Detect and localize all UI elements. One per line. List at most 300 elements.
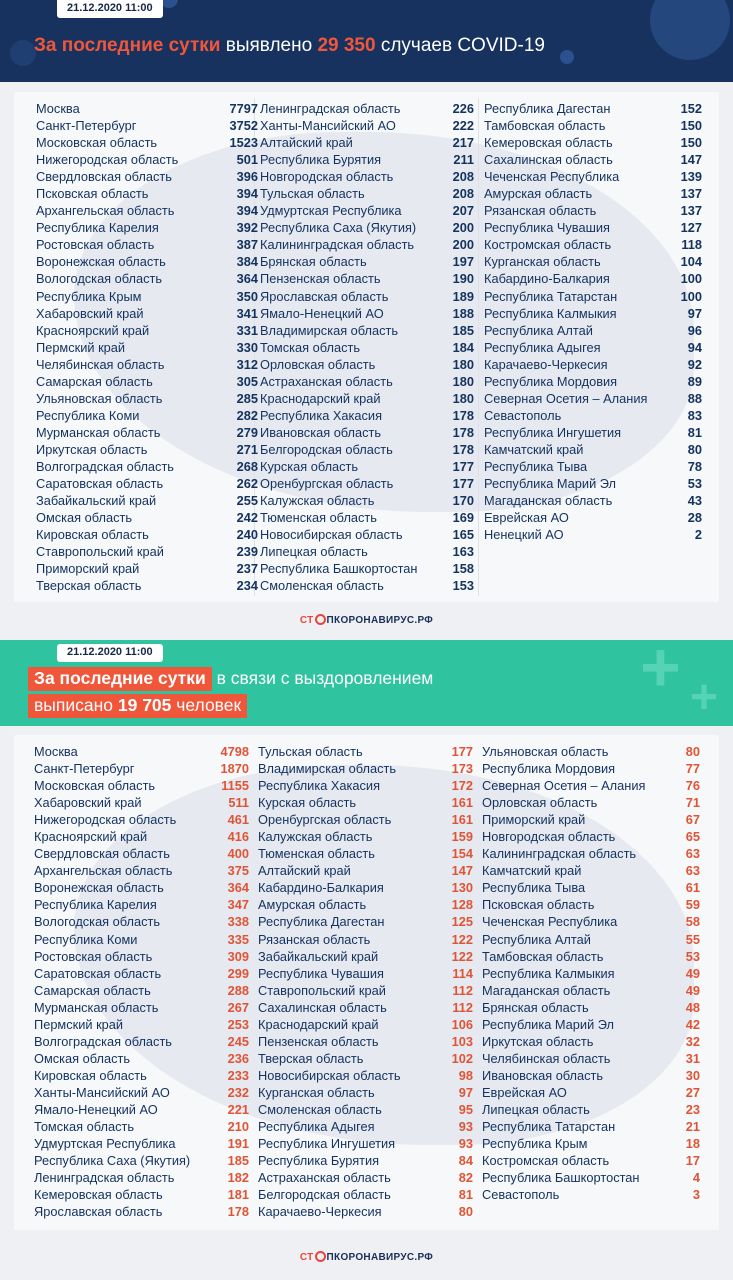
table-row bbox=[482, 1050, 700, 1067]
region-value: 127 bbox=[680, 220, 702, 236]
virus-icon bbox=[160, 0, 178, 8]
region-name: Хабаровский край bbox=[34, 795, 142, 811]
table-row bbox=[258, 1203, 473, 1220]
region-name: Курганская область bbox=[258, 1084, 375, 1100]
region-name: Тульская область bbox=[258, 744, 363, 760]
region-name: Мурманская область bbox=[34, 999, 159, 1015]
region-name: Мурманская область bbox=[36, 424, 161, 440]
region-value: 137 bbox=[680, 203, 702, 219]
table-row bbox=[482, 965, 700, 982]
region-name: Омская область bbox=[34, 1050, 131, 1066]
table-row bbox=[34, 1169, 249, 1186]
table-row bbox=[258, 760, 473, 777]
table-row bbox=[258, 845, 473, 862]
region-name: Чеченская Республика bbox=[484, 169, 620, 185]
region-name: Республика Хакасия bbox=[258, 778, 381, 794]
region-value: 94 bbox=[687, 339, 702, 355]
recovered-header bbox=[0, 640, 733, 726]
table-row bbox=[258, 1016, 473, 1033]
region-value: 239 bbox=[236, 544, 258, 560]
region-value: 122 bbox=[451, 931, 473, 947]
region-value: 185 bbox=[227, 1153, 249, 1169]
table-row bbox=[258, 1152, 473, 1169]
table-row bbox=[36, 236, 258, 253]
region-value: 172 bbox=[451, 778, 473, 794]
region-value: 285 bbox=[236, 390, 258, 406]
region-name: Томская область bbox=[34, 1119, 134, 1135]
table-row bbox=[482, 845, 700, 862]
region-name: Оренбургская область bbox=[260, 476, 394, 492]
region-name: Новосибирская область bbox=[258, 1067, 401, 1083]
region-value: 288 bbox=[227, 982, 249, 998]
region-value: 96 bbox=[687, 322, 702, 338]
region-name: Амурская область bbox=[484, 186, 593, 202]
region-value: 63 bbox=[685, 863, 700, 879]
region-value: 200 bbox=[452, 220, 474, 236]
table-row bbox=[484, 424, 702, 441]
table-row bbox=[34, 862, 249, 879]
table-row bbox=[260, 288, 474, 305]
region-name: Магаданская область bbox=[482, 982, 611, 998]
region-name: Калининградская область bbox=[482, 846, 637, 862]
recovered-title-b: человек bbox=[171, 695, 242, 715]
region-value: 65 bbox=[685, 829, 700, 845]
table-row bbox=[484, 288, 702, 305]
region-value: 76 bbox=[685, 778, 700, 794]
table-row bbox=[484, 168, 702, 185]
region-name: Приморский край bbox=[482, 812, 586, 828]
region-name: Чеченская Республика bbox=[482, 914, 618, 930]
region-value: 112 bbox=[452, 999, 473, 1015]
cases-title-mid: выявлено bbox=[220, 35, 318, 56]
region-value: 125 bbox=[451, 914, 473, 930]
region-name: Белгородская область bbox=[258, 1187, 391, 1203]
region-name: Омская область bbox=[36, 510, 133, 526]
region-name: Алтайский край bbox=[258, 863, 351, 879]
table-row bbox=[482, 1186, 700, 1203]
region-value: 232 bbox=[227, 1084, 249, 1100]
region-value: 237 bbox=[236, 561, 258, 577]
region-value: 28 bbox=[687, 510, 702, 526]
region-name: Республика Чувашия bbox=[258, 965, 384, 981]
region-value: 59 bbox=[685, 897, 700, 913]
table-row bbox=[260, 475, 474, 492]
region-name: Красноярский край bbox=[34, 829, 148, 845]
table-row bbox=[258, 1067, 473, 1084]
table-row bbox=[36, 407, 258, 424]
region-value: 190 bbox=[452, 271, 474, 287]
region-value: 80 bbox=[687, 441, 702, 457]
region-name: Московская область bbox=[36, 135, 158, 151]
table-row bbox=[36, 185, 258, 202]
region-name: Алтайский край bbox=[260, 135, 353, 151]
table-row bbox=[36, 117, 258, 134]
region-value: 282 bbox=[236, 407, 258, 423]
region-value: 188 bbox=[452, 305, 474, 321]
table-row bbox=[484, 236, 702, 253]
table-row bbox=[484, 202, 702, 219]
region-value: 84 bbox=[458, 1153, 473, 1169]
table-row bbox=[34, 1084, 249, 1101]
region-value: 150 bbox=[680, 135, 702, 151]
table-row bbox=[482, 743, 700, 760]
table-row bbox=[260, 509, 474, 526]
region-value: 173 bbox=[451, 761, 473, 777]
table-row bbox=[484, 100, 702, 117]
recovered-date: 21.12.2020 11:00 bbox=[57, 644, 163, 662]
region-name: Орловская область bbox=[260, 356, 376, 372]
region-name: Ханты-Мансийский АО bbox=[260, 118, 396, 134]
table-row bbox=[36, 270, 258, 287]
region-name: Челябинская область bbox=[36, 356, 165, 372]
region-value: 118 bbox=[681, 237, 702, 253]
region-value: 177 bbox=[452, 476, 474, 492]
region-value: 53 bbox=[687, 476, 702, 492]
region-value: 400 bbox=[227, 846, 249, 862]
region-value: 1155 bbox=[221, 778, 249, 794]
table-row bbox=[258, 828, 473, 845]
region-name: Кабардино-Балкария bbox=[484, 271, 610, 287]
table-row bbox=[482, 999, 700, 1016]
table-row bbox=[484, 117, 702, 134]
region-name: Ямало-Ненецкий АО bbox=[34, 1102, 158, 1117]
table-row bbox=[258, 794, 473, 811]
region-name: Москва bbox=[36, 101, 80, 117]
region-name: Севастополь bbox=[482, 1187, 560, 1203]
cases-table bbox=[14, 92, 719, 602]
region-name: Тамбовская область bbox=[482, 948, 604, 964]
region-name: Астраханская область bbox=[258, 1170, 391, 1186]
table-row bbox=[484, 509, 702, 526]
region-value: 177 bbox=[452, 459, 474, 474]
region-value: 191 bbox=[227, 1136, 249, 1152]
region-name: Краснодарский край bbox=[258, 1016, 379, 1032]
region-name: Ямало-Ненецкий АО bbox=[260, 305, 384, 321]
region-value: 42 bbox=[685, 1016, 700, 1032]
region-name: Псковская область bbox=[482, 897, 595, 913]
region-name: Республика Мордовия bbox=[482, 761, 616, 777]
region-value: 501 bbox=[236, 152, 258, 168]
table-row bbox=[34, 1050, 249, 1067]
region-value: 49 bbox=[685, 965, 700, 981]
region-value: 242 bbox=[236, 510, 258, 526]
table-row bbox=[36, 100, 258, 117]
region-name: Курская область bbox=[258, 795, 357, 811]
region-name: Рязанская область bbox=[258, 931, 371, 947]
table-row bbox=[34, 999, 249, 1016]
table-row bbox=[484, 185, 702, 202]
table-row bbox=[36, 151, 258, 168]
region-name: Республика Алтай bbox=[484, 322, 593, 338]
table-row bbox=[260, 560, 474, 577]
region-value: 80 bbox=[458, 1204, 473, 1220]
table-row bbox=[258, 999, 473, 1016]
table-row bbox=[484, 407, 702, 424]
table-row bbox=[34, 1033, 249, 1050]
region-name: Смоленская область bbox=[260, 578, 384, 594]
region-name: Санкт-Петербург bbox=[34, 761, 135, 777]
table-row bbox=[36, 458, 258, 475]
cases-header bbox=[0, 0, 733, 82]
region-value: 98 bbox=[458, 1067, 473, 1083]
region-value: 262 bbox=[236, 476, 258, 492]
table-row bbox=[260, 339, 474, 356]
table-row bbox=[36, 339, 258, 356]
region-value: 81 bbox=[458, 1187, 473, 1203]
table-row bbox=[34, 845, 249, 862]
region-name: Камчатский край bbox=[484, 441, 584, 457]
table-row bbox=[260, 458, 474, 475]
table-row bbox=[36, 492, 258, 509]
region-name: Ярославская область bbox=[34, 1204, 163, 1220]
region-name: Республика Ингушетия bbox=[258, 1136, 396, 1152]
table-row bbox=[260, 390, 474, 407]
table-row bbox=[258, 879, 473, 896]
region-value: 23 bbox=[685, 1102, 700, 1117]
region-name: Липецкая область bbox=[482, 1102, 590, 1117]
region-value: 97 bbox=[458, 1084, 473, 1100]
table-row bbox=[484, 305, 702, 322]
region-name: Северная Осетия – Алания bbox=[482, 778, 646, 794]
region-value: 81 bbox=[687, 424, 702, 440]
region-name: Нижегородская область bbox=[34, 812, 177, 828]
table-row bbox=[482, 777, 700, 794]
region-name: Республика Чувашия bbox=[484, 220, 610, 236]
table-row bbox=[482, 1016, 700, 1033]
region-value: 350 bbox=[236, 288, 258, 304]
region-name: Севастополь bbox=[484, 407, 562, 423]
region-value: 3752 bbox=[229, 118, 258, 134]
region-name: Тамбовская область bbox=[484, 118, 606, 134]
table-row bbox=[36, 288, 258, 305]
table-row bbox=[258, 777, 473, 794]
region-value: 511 bbox=[228, 795, 249, 811]
region-value: 112 bbox=[452, 982, 473, 998]
region-name: Краснодарский край bbox=[260, 390, 381, 406]
table-row bbox=[34, 1203, 249, 1220]
recovered-title-line1 bbox=[28, 667, 433, 691]
region-value: 18 bbox=[685, 1136, 700, 1152]
table-row bbox=[484, 219, 702, 236]
region-value: 154 bbox=[451, 846, 473, 862]
region-name: Кабардино-Балкария bbox=[258, 880, 384, 896]
region-name: Волгоградская область bbox=[36, 459, 174, 474]
table-row bbox=[260, 270, 474, 287]
table-row bbox=[36, 322, 258, 339]
region-name: Ульяновская область bbox=[482, 744, 609, 760]
table-row bbox=[260, 168, 474, 185]
region-value: 197 bbox=[452, 254, 474, 270]
table-row bbox=[258, 965, 473, 982]
region-value: 200 bbox=[452, 237, 474, 253]
plus-icon: + bbox=[640, 640, 681, 706]
region-name: Республика Калмыкия bbox=[482, 965, 615, 981]
region-name: Вологодская область bbox=[34, 914, 161, 930]
region-name: Тульская область bbox=[260, 186, 365, 202]
table-row bbox=[260, 526, 474, 543]
region-name: Республика Саха (Якутия) bbox=[260, 220, 417, 236]
table-row bbox=[34, 931, 249, 948]
region-value: 100 bbox=[680, 288, 702, 304]
table-row bbox=[258, 1118, 473, 1135]
region-value: 63 bbox=[685, 846, 700, 862]
region-name: Республика Крым bbox=[36, 288, 142, 304]
cases-title-highlight: За последние сутки bbox=[34, 35, 221, 56]
table-row bbox=[482, 1084, 700, 1101]
region-name: Московская область bbox=[34, 778, 156, 794]
table-row bbox=[36, 305, 258, 322]
table-row bbox=[36, 219, 258, 236]
table-row bbox=[34, 982, 249, 999]
region-value: 207 bbox=[452, 203, 474, 219]
logo-part1: СТ bbox=[299, 1252, 314, 1263]
region-name: Воронежская область bbox=[34, 880, 164, 896]
region-value: 416 bbox=[227, 829, 249, 845]
region-value: 103 bbox=[451, 1033, 473, 1049]
region-value: 97 bbox=[687, 305, 702, 321]
region-name: Кемеровская область bbox=[484, 135, 613, 151]
site-logo bbox=[0, 1251, 733, 1263]
table-row bbox=[258, 811, 473, 828]
table-row bbox=[258, 948, 473, 965]
region-value: 364 bbox=[236, 271, 258, 287]
table-row bbox=[260, 322, 474, 339]
table-row bbox=[34, 794, 249, 811]
region-name: Свердловская область bbox=[34, 846, 170, 862]
table-row bbox=[482, 760, 700, 777]
region-name: Ростовская область bbox=[34, 948, 153, 964]
region-value: 387 bbox=[236, 237, 258, 253]
region-value: 139 bbox=[680, 169, 702, 185]
region-value: 364 bbox=[227, 880, 249, 896]
region-value: 61 bbox=[685, 880, 700, 896]
region-name: Иркутская область bbox=[36, 441, 148, 457]
region-value: 189 bbox=[452, 288, 474, 304]
region-value: 299 bbox=[227, 965, 249, 981]
region-value: 137 bbox=[680, 186, 702, 202]
region-name: Еврейская АО bbox=[482, 1084, 567, 1100]
region-name: Забайкальский край bbox=[258, 948, 379, 964]
table-row bbox=[484, 441, 702, 458]
region-value: 43 bbox=[687, 493, 702, 509]
region-name: Томская область bbox=[260, 339, 360, 355]
region-name: Кировская область bbox=[34, 1067, 147, 1083]
region-value: 150 bbox=[680, 118, 702, 134]
region-name: Ивановская область bbox=[482, 1067, 604, 1083]
region-value: 177 bbox=[451, 744, 473, 760]
region-name: Калининградская область bbox=[260, 237, 415, 253]
table-row bbox=[482, 1033, 700, 1050]
region-name: Республика Коми bbox=[36, 407, 140, 423]
region-value: 392 bbox=[236, 220, 258, 236]
region-name: Ярославская область bbox=[260, 288, 389, 304]
region-value: 89 bbox=[687, 373, 702, 389]
region-value: 305 bbox=[236, 373, 258, 389]
region-name: Республика Адыгея bbox=[484, 339, 601, 355]
region-name: Красноярский край bbox=[36, 322, 150, 338]
cases-title bbox=[34, 35, 545, 57]
table-row bbox=[36, 202, 258, 219]
region-value: 279 bbox=[236, 424, 258, 440]
region-value: 77 bbox=[685, 761, 700, 777]
recovered-title-a: выписано bbox=[34, 695, 118, 715]
region-name: Республика Дагестан bbox=[258, 914, 385, 930]
region-value: 78 bbox=[687, 459, 702, 474]
table-row bbox=[258, 931, 473, 948]
table-row bbox=[260, 424, 474, 441]
region-value: 106 bbox=[451, 1016, 473, 1032]
table-row bbox=[484, 356, 702, 373]
region-name: Республика Бурятия bbox=[260, 152, 382, 168]
region-name: Курганская область bbox=[484, 254, 601, 270]
region-name: Ленинградская область bbox=[34, 1170, 175, 1186]
region-name: Республика Татарстан bbox=[484, 288, 618, 304]
region-value: 165 bbox=[452, 527, 474, 543]
region-name: Карачаево-Черкесия bbox=[258, 1204, 382, 1220]
region-value: 185 bbox=[452, 322, 474, 338]
region-value: 93 bbox=[458, 1136, 473, 1152]
region-name: Республика Башкортостан bbox=[260, 561, 418, 577]
region-value: 30 bbox=[685, 1067, 700, 1083]
region-name: Челябинская область bbox=[482, 1050, 611, 1066]
region-name: Калужская область bbox=[260, 493, 375, 509]
table-row bbox=[482, 948, 700, 965]
region-value: 53 bbox=[685, 948, 700, 964]
table-row bbox=[258, 743, 473, 760]
region-value: 67 bbox=[685, 812, 700, 828]
table-row bbox=[482, 1169, 700, 1186]
region-value: 4 bbox=[692, 1170, 700, 1186]
table-row bbox=[34, 760, 249, 777]
region-name: Сахалинская область bbox=[484, 152, 613, 168]
region-value: 147 bbox=[680, 152, 702, 168]
recovered-column-2 bbox=[258, 743, 473, 1220]
table-row bbox=[36, 390, 258, 407]
region-name: Белгородская область bbox=[260, 441, 393, 457]
table-row bbox=[36, 441, 258, 458]
region-value: 170 bbox=[452, 493, 474, 509]
column-divider bbox=[478, 98, 479, 596]
region-value: 245 bbox=[227, 1033, 249, 1049]
region-name: Республика Дагестан bbox=[484, 101, 611, 117]
table-row bbox=[36, 509, 258, 526]
region-value: 31 bbox=[685, 1050, 700, 1066]
table-row bbox=[260, 100, 474, 117]
region-name: Волгоградская область bbox=[34, 1033, 172, 1049]
region-value: 58 bbox=[685, 914, 700, 930]
table-row bbox=[484, 151, 702, 168]
table-row bbox=[482, 1152, 700, 1169]
table-row bbox=[260, 407, 474, 424]
region-value: 169 bbox=[452, 510, 474, 526]
region-value: 3 bbox=[692, 1187, 700, 1203]
region-value: 226 bbox=[452, 101, 474, 117]
table-row bbox=[34, 1101, 249, 1118]
region-name: Пензенская область bbox=[258, 1033, 379, 1049]
region-name: Ставропольский край bbox=[258, 982, 386, 998]
region-name: Республика Карелия bbox=[36, 220, 159, 236]
region-name: Орловская область bbox=[482, 795, 598, 811]
logo-circle-icon bbox=[315, 1251, 326, 1262]
region-name: Калужская область bbox=[258, 829, 373, 845]
site-logo bbox=[0, 614, 733, 626]
table-row bbox=[260, 236, 474, 253]
region-name: Новосибирская область bbox=[260, 527, 403, 543]
table-row bbox=[34, 1067, 249, 1084]
table-row bbox=[482, 794, 700, 811]
table-row bbox=[34, 743, 249, 760]
region-value: 221 bbox=[227, 1102, 249, 1117]
